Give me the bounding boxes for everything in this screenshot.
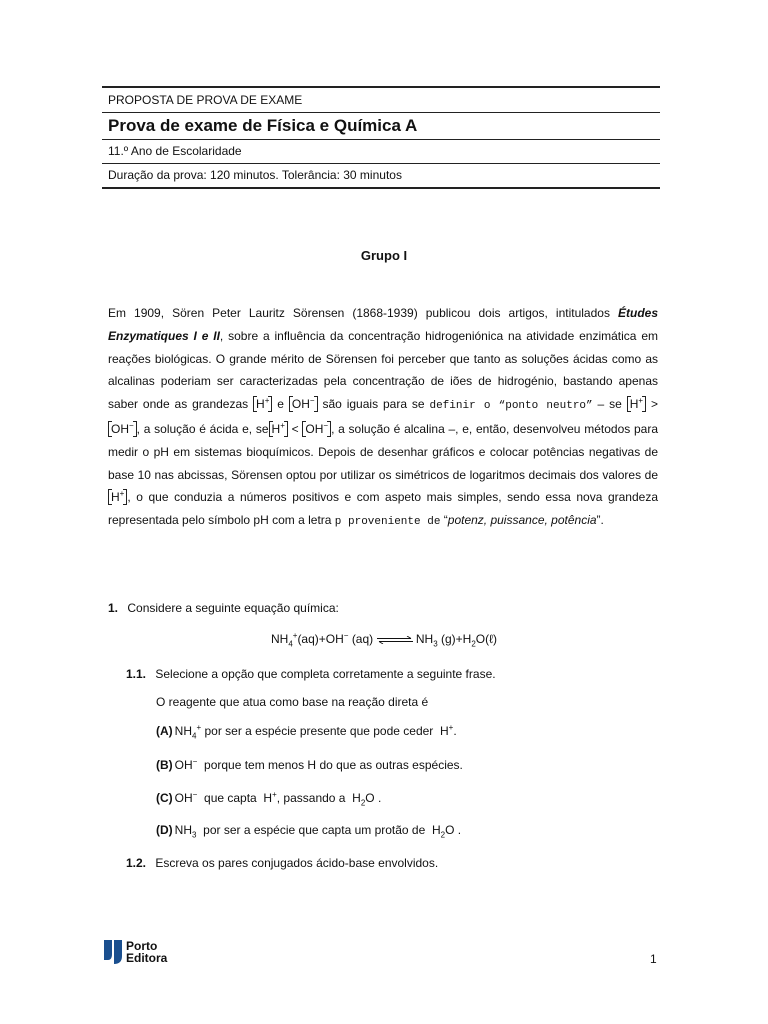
intro-ponto-neutro: definir o “ponto neutro”: [429, 400, 593, 413]
question-1-2: [126, 856, 438, 870]
bracket-oh-minus: OH−: [302, 422, 331, 436]
option-d[interactable]: (D) $NH_3$ por ser a espécie que capta um protão de $H_2O$ .: [156, 823, 462, 840]
question-1-2-text: Escreva os pares conjugados ácido-base envolvidos.: [155, 856, 439, 870]
header-kicker: PROPOSTA DE PROVA DE EXAME: [102, 86, 660, 112]
intro-text-8: , o que conduzia a números positivos e com aspeto mais simples, sendo essa nova grandeza representada pelo símbolo pH com a letra: [108, 490, 658, 528]
intro-text-7: , a solução é alcalina –, e, então, desenvolveu métodos para medir o pH em sistemas bioquímicos. Depois de desenhar gráficos e colocar potências negativas de base 10 nas abcissas, Sörensen optou por utilizar os simétricos de logaritmos decimais dos valores de: [108, 421, 658, 482]
bracket-oh-minus: OH−: [108, 422, 137, 436]
question-1-1: [126, 667, 496, 681]
greater-than-sign: >: [650, 397, 658, 412]
chemical-equation: $NH_4^+(aq)+OH^-$ (aq) $NH_3$ $(g)+H_2O(\ell)$: [270, 631, 498, 649]
intro-and: e: [277, 397, 284, 412]
intro-text-6: , a solução é ácida e, se: [136, 421, 269, 436]
question-1-number: 1.: [108, 601, 119, 615]
question-1-2-number: 1.2.: [126, 856, 147, 870]
question-1-text: Considere a seguinte equação química:: [127, 601, 339, 615]
option-c[interactable]: (C) OH− que capta H+, passando a $H_2O$ .: [156, 790, 382, 808]
less-than-sign: <: [291, 421, 299, 436]
intro-text-2: , sobre a influência da concentração hidrogeniónica na atividade enzimática em reações biológicas. O grande mérito de Sörensen foi perceber que tanto as soluções ácidas como as alcalinas poderiam ser caracterizadas pela concentração de iões de hidrogénio, bastando apenas saber onde as grandezas: [108, 328, 658, 412]
logo-text: Porto Editora: [126, 939, 168, 965]
exam-header: [102, 86, 660, 189]
question-1: [108, 601, 339, 615]
bracket-h-plus: H+: [269, 422, 288, 436]
publisher-logo: [104, 939, 168, 969]
intro-text-3: são iguais para se: [322, 397, 425, 412]
exam-title: Prova de exame de Física e Química A: [102, 112, 660, 139]
header-duration: Duração da prova: 120 minutos. Tolerância: 30 minutos: [102, 163, 660, 189]
close-quote: ”.: [596, 513, 604, 528]
question-1-1-number: 1.1.: [126, 667, 147, 681]
question-1-1-stem: O reagente que atua como base na reação direta é: [156, 695, 429, 709]
group-title: Grupo I: [360, 248, 408, 263]
intro-text-5: – se: [597, 397, 622, 412]
bracket-h-plus: H+: [627, 397, 646, 411]
porto-editora-logo-icon: [104, 940, 124, 964]
option-a[interactable]: (A) $NH_4^+$ por ser a espécie presente que pode ceder H+.: [156, 723, 457, 741]
equilibrium-arrow-icon: [377, 636, 413, 644]
page-number: 1: [650, 952, 657, 966]
intro-text-1: Em 1909, Sören Peter Lauritz Sörensen (1868-1939) publicou dois artigos, intitulados: [108, 306, 618, 320]
header-grade: 11.º Ano de Escolaridade: [102, 139, 660, 163]
bracket-oh-minus: OH−: [289, 397, 318, 411]
intro-p-proveniente: p proveniente de: [334, 516, 441, 529]
bracket-h-plus: H+: [253, 397, 272, 411]
intro-title-emphasis: Études Enzymatiques I e II: [108, 306, 658, 343]
question-1-1-text: Selecione a opção que completa corretamente a seguinte frase.: [155, 667, 496, 681]
bracket-h-plus: H+: [108, 490, 127, 504]
intro-paragraph: [108, 302, 658, 534]
intro-potenz-emphasis: potenz, puissance, potência: [447, 513, 597, 528]
open-quote: “: [443, 513, 448, 528]
option-b[interactable]: (B) OH− porque tem menos H do que as outras espécies.: [156, 757, 463, 772]
